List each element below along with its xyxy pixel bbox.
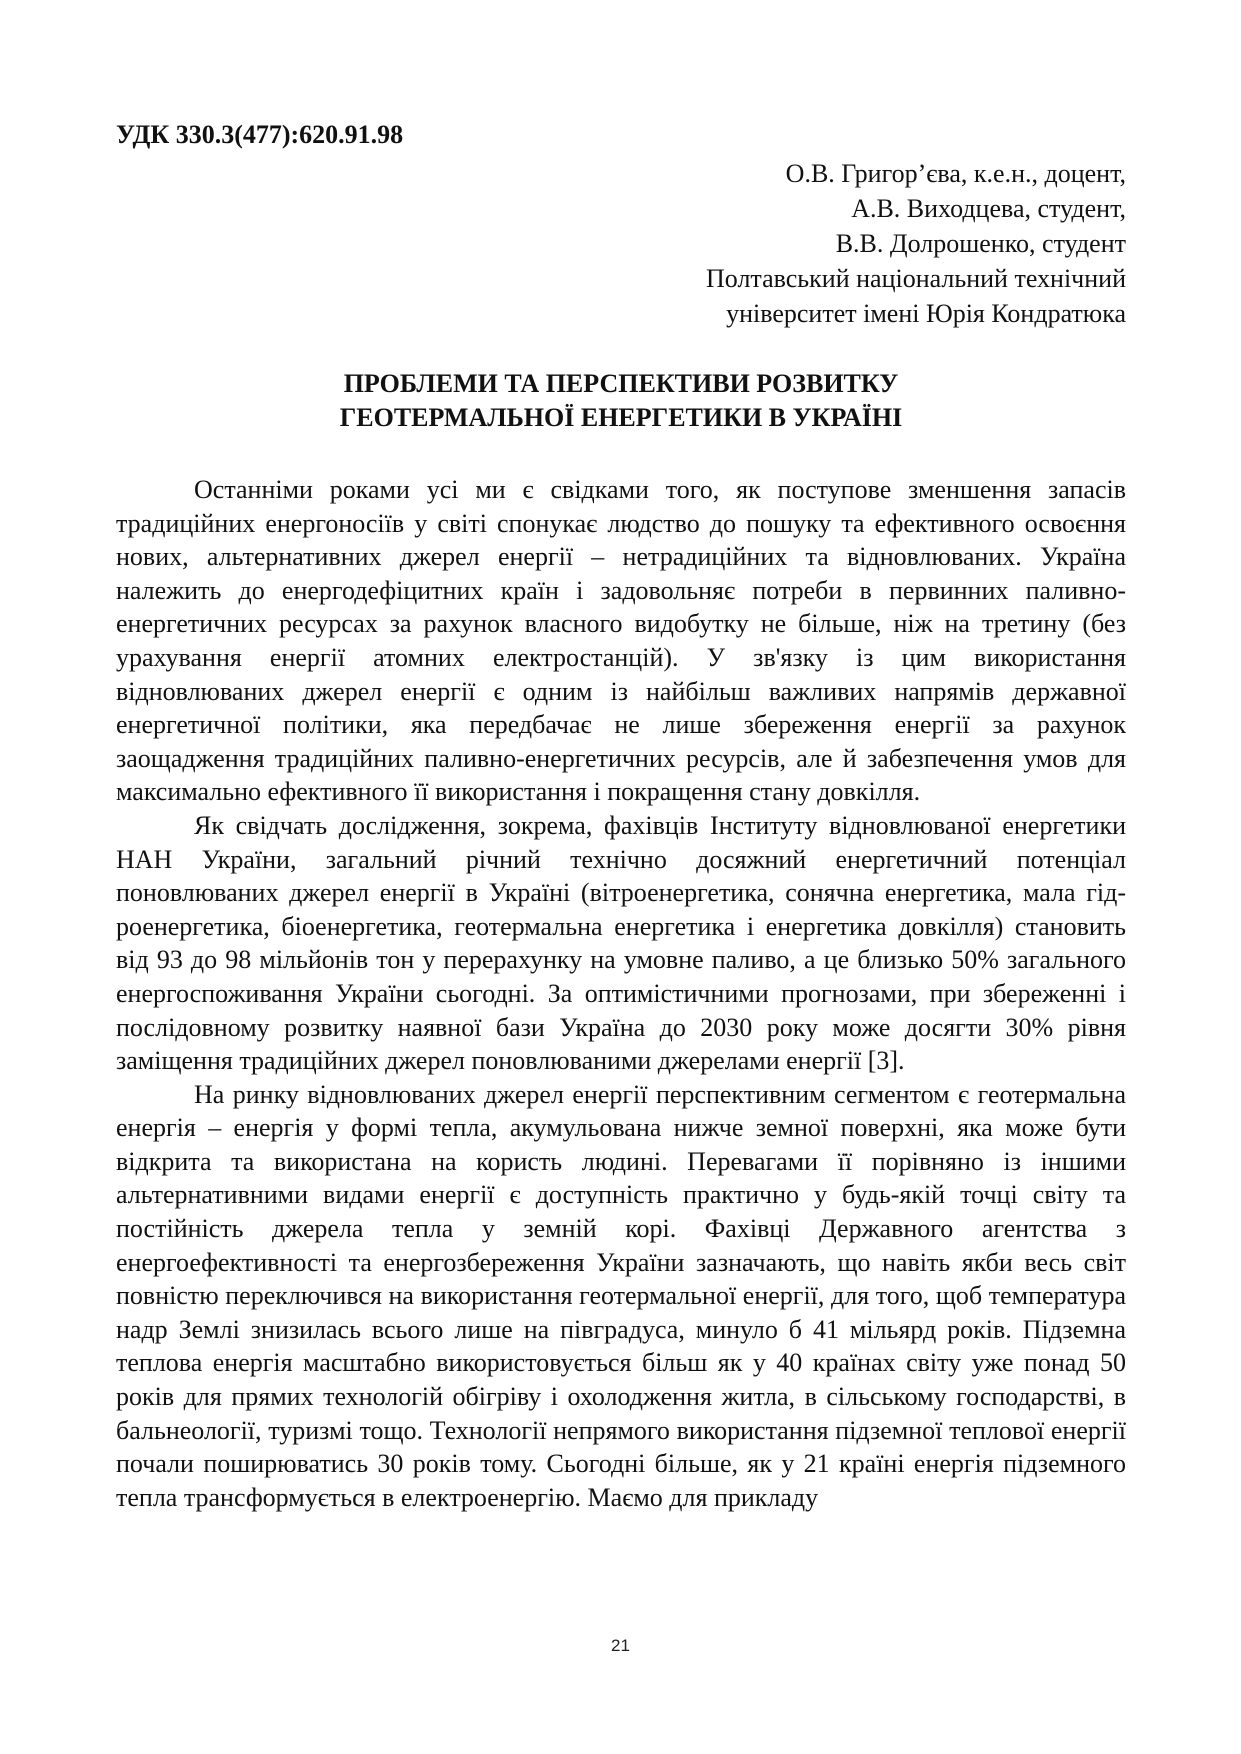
affiliation-line: університет імені Юрія Кондратюка bbox=[726, 299, 1126, 328]
page-content bbox=[116, 118, 1126, 1514]
body-paragraph: На ринку відновлюваних джерел енергії перспективним сегментом є геотермальна енергія – енергія у формі тепла, акумульована нижче земної поверхні, яка може бути відкрита та використана на користь людині. Перевагами її порівняно із іншими альтернативними видами енергії є доступність практично у будь-якій точці світу та постійність джерела тепла у земній корі. Фахівці Державного агентства з енергоефективності та енергозбереження України зазначають, що навіть якби весь світ повністю переключився на використання геотермальної енергії, для того, щоб температура надр Землі знизилась всього лише на півградуса, минуло б 41 мільярд років. Підземна теплова енергія масштабно використовується більш як у 40 країнах світу уже понад 50 років для прямих технологій обігріву і охолодження житла, в сільському господарстві, в бальнеології, туризмі тощо. Технології непрямого використання підземної теплової енергії почали поширюватись 30 років тому. Сьогодні більше, як у 21 країні енергія підземного тепла трансформується в електроенергію. Маємо для прикладу bbox=[116, 1079, 1126, 1512]
author-block bbox=[116, 156, 1126, 331]
author-line: А.В. Виходцева, студент, bbox=[851, 194, 1126, 223]
author-line: О.В. Григор’єва, к.е.н., доцент, bbox=[785, 159, 1126, 188]
title-line-2: ГЕОТЕРМАЛЬНОЇ ЕНЕРГЕТИКИ В УКРАЇНІ bbox=[339, 403, 903, 432]
author-line: В.В. Долрошенко, студент bbox=[835, 229, 1126, 258]
paper-body bbox=[116, 473, 1126, 1514]
body-paragraph: Як свідчать дослідження, зокрема, фахівців Інституту відновлюваної енергетики НАН України, загальний річний технічно досяжний енергетичний потенціал поновлюваних джерел енергії в Україні (вітроенергетика, сонячна енергетика, мала гід-роенергетика, біоенергетика, геотермальна енергетика і енергетика довкілля) становить від 93 до 98 мільйонів тон у перерахунку на умовне паливо, а це близько 50% загального енергоспоживання України сьогодні. За оптимістичними прогнозами, при збереженні і послідовному розвитку наявної бази Україна до 2030 року може досягти 30% рівня заміщення традиційних джерел поновлюваними джерелами енергії [3]. bbox=[116, 810, 1126, 1076]
page-number: 21 bbox=[611, 1636, 630, 1655]
body-paragraph: Останніми роками усі ми є свідками того, як поступове зменшення запасів традиційних енергоносіїв у світі спонукає людство до пошуку та ефективного освоєння нових, альтернативних джерел енергії – нетрадиційних та відновлюваних. Україна належить до енергодефіцитних країн і задовольняє потреби в первинних паливно-енергетичних ресурсах за рахунок власного видобутку не більше, ніж на третину (без урахування енергії атомних електростанцій). У зв'язку із цим використання відновлюваних джерел енергії є одним із найбільш важливих напрямів державної енергетичної політики, яка передбачає не лише збереження енергії за рахунок заощадження традиційних паливно-енергетичних ресурсів, але й забезпечення умов для максимально ефективного її використання і покращення стану довкілля. bbox=[116, 475, 1126, 807]
affiliation-line: Полтавський національний технічний bbox=[706, 264, 1126, 293]
title-line-1: ПРОБЛЕМИ ТА ПЕРСПЕКТИВИ РОЗВИТКУ bbox=[343, 369, 899, 398]
udc-code: УДК 330.3(477):620.91.98 bbox=[116, 120, 404, 149]
paper-title bbox=[116, 367, 1126, 435]
